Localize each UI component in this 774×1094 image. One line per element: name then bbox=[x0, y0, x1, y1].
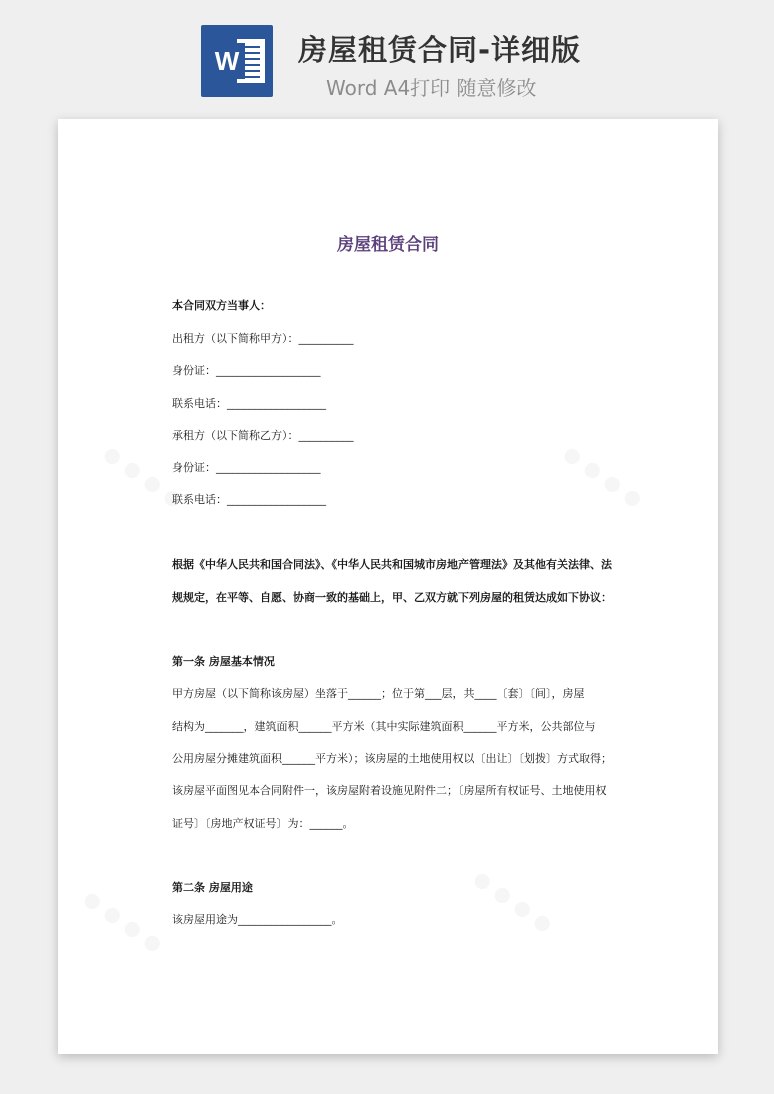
word-icon bbox=[201, 25, 273, 97]
watermark bbox=[79, 885, 167, 957]
preamble-line: 根据《中华人民共和国合同法》、《中华人民共和国城市房地产管理法》及其他有关法律、法 bbox=[172, 558, 612, 571]
article2-heading: 第二条 房屋用途 bbox=[172, 881, 253, 894]
banner bbox=[0, 0, 774, 110]
lessee-line: 承租方（以下简称乙方）：__________ bbox=[172, 429, 354, 442]
lessor-id-line: 身份证：___________________ bbox=[172, 364, 321, 377]
document-page bbox=[58, 119, 718, 1054]
lessor-line: 出租方（以下简称甲方）：__________ bbox=[172, 332, 354, 345]
article1-heading: 第一条 房屋基本情况 bbox=[172, 655, 275, 668]
article1-line: 甲方房屋（以下简称该房屋）坐落于______；位于第___层，共____〔套〕〔间〕，房屋 bbox=[172, 687, 585, 700]
banner-title: 房屋租赁合同-详细版 bbox=[298, 33, 582, 67]
banner-subtitle: Word A4打印 随意修改 bbox=[326, 76, 537, 100]
article1-line: 结构为_______，建筑面积______平方米（其中实际建筑面积______平方米，公共部位与 bbox=[172, 720, 596, 733]
watermark bbox=[469, 865, 557, 937]
lessor-phone-line: 联系电话：__________________ bbox=[172, 397, 326, 410]
preamble-line: 规规定，在平等、自愿、协商一致的基础上，甲、乙双方就下列房屋的租赁达成如下协议： bbox=[172, 591, 612, 604]
lessee-phone-line: 联系电话：__________________ bbox=[172, 493, 326, 506]
watermark bbox=[559, 440, 647, 512]
parties-heading: 本合同双方当事人： bbox=[172, 299, 271, 312]
word-icon-letter: W bbox=[209, 43, 245, 79]
lessee-id-line: 身份证：___________________ bbox=[172, 461, 321, 474]
article1-line: 证号〕〔房地产权证号〕为：______。 bbox=[172, 817, 354, 830]
article2-line: 该房屋用途为_________________。 bbox=[172, 913, 343, 926]
document-title: 房屋租赁合同 bbox=[337, 235, 439, 255]
article1-line: 该房屋平面图见本合同附件一，该房屋附着设施见附件二；〔房屋所有权证号、土地使用权 bbox=[172, 784, 607, 797]
article1-line: 公用房屋分摊建筑面积______平方米）；该房屋的土地使用权以〔出让〕〔划拨〕方式取得； bbox=[172, 752, 612, 765]
